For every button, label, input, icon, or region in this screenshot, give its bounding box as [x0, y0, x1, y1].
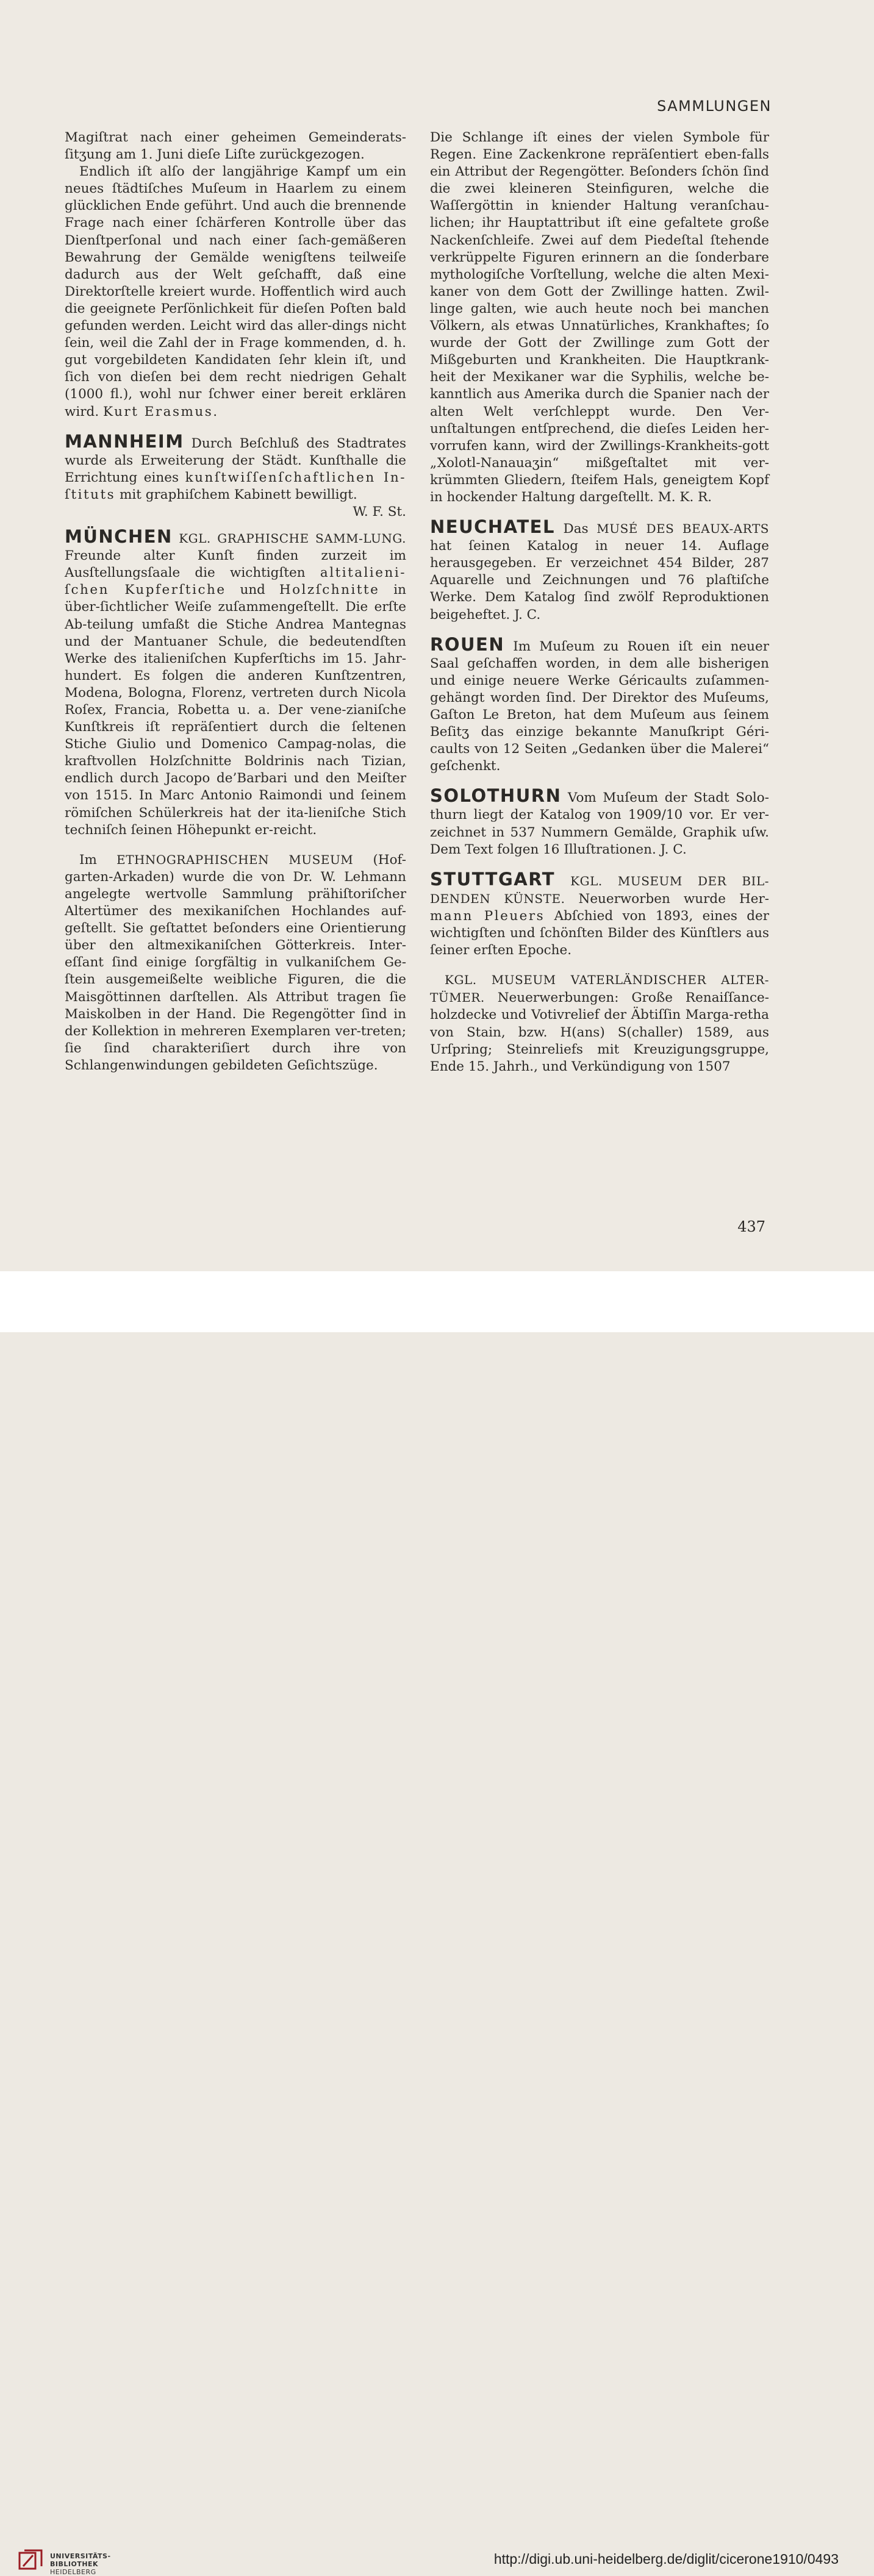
page-number: 437	[737, 1218, 765, 1235]
mannheim-signature: W. F. St.	[353, 504, 406, 519]
source-url-link[interactable]: http://digi.ub.uni-heidelberg.de/diglit/cicerone1910/0493	[493, 2551, 839, 2567]
solothurn-signature: J. C.	[660, 841, 687, 857]
scanned-page	[0, 0, 874, 1271]
city-heading-mannheim: MANNHEIM	[65, 430, 184, 452]
author-signature-mkr: M. K. R.	[657, 489, 712, 505]
section-solothurn: SOLOTHURN Vom Muſeum der Stadt Solo-thurn liegt der Katalog von 1909/10 vor. Er ver-zeichnet in 537 Nummern Gemälde, Graphik uſw. Dem Text folgen 16 Illuſtrationen. J. C.	[430, 785, 769, 857]
library-logo-text: UNIVERSITÄTS- BIBLIOTHEK HEIDELBERG	[50, 2552, 111, 2576]
section-muenchen: MÜNCHEN KGL. GRAPHISCHE SAMM-LUNG. Freunde alter Kunſt finden zurzeit im Ausſtellungsſaale die wichtigſten altitalieni-ſchen Kupferſtiche und Holzſchnitte in über-ſichtlicher Weiſe zuſammengeſtellt. Die erſte Ab-teilung umfaßt die Stiche Andrea Mantegnas und der Mantuaner Schule, die bedeutendſten Werke des italieniſchen Kupferſtichs im 15. Jahr-hundert. Es folgen die anderen Kunſtzentren, Modena, Bologna, Florenz, vertreten durch Nicola Roſex, Francia, Robetta u. a. Der vene-zianiſche Kunſtkreis iſt repräſentiert durch die ſeltenen Stiche Giulio und Domenico Campag-nolas, die kraftvollen Holzſchnitte Boldrinis nach Tizian, endlich durch Jacopo de’Barbari und den Meiſter von 1515. In Marc Antonio Raimondi und ſeinem römiſchen Schülerkreis hat der ita-lieniſche Stich techniſch ſeinen Höhepunkt er-reicht.	[65, 526, 407, 838]
left-column	[65, 129, 406, 1074]
section-ethnographisches-museum: Im ETHNOGRAPHISCHEN MUSEUM (Hof-garten-Arkaden) wurde die von Dr. W. Lehmann angelegte wertvolle Sammlung prähiſtoriſcher Altertümer des mexikaniſchen Hochlandes auf-geſtellt. Sie geſtattet beſonders eine Orientierung über den altmexikaniſchen Götterkreis. Inter-eſſant ſind einige ſorgfältig in vulkaniſchem Ge-ſtein ausgemeißelte weibliche Figuren, die die Maisgöttinnen darſtellen. Als Attribut tragen ſie Maiskolben in der Hand. Die Regengötter ſind in der Kollektion in mehreren Exemplaren ver-treten; ſie ſind charakteriſiert durch ihre von Schlangenwindungen gebildeten Geſichtszüge.	[65, 852, 406, 1073]
paragraph-haarlem-conclusion: Endlich iſt alſo der langjährige Kampf um ein neues ſtädtiſches Muſeum in Haarlem zu einem glücklichen Ende geführt. Und auch die brennende Frage nach einer ſchärferen Kontrolle über das Dienſtperſonal und nach einer ſach-gemäßeren Bewahrung der Gemälde wenigſtens teilweiſe dadurch aus der Welt geſchafft, daß eine Direktorſtelle kreiert wurde. Hoffentlich wird auch die geeignete Perſönlichkeit für dieſen Poſten bald gefunden werden. Leicht wird das aller-dings nicht ſein, weil die Zahl der in Frage kommenden, d. h. gut vorgebildeten Kandidaten ſehr klein iſt, und ſich von dieſen bei dem recht niedrigen Gehalt (1000 fl.), wohl nur ſchwer einer bereit erklären wird. Kurt Erasmus.	[65, 164, 406, 419]
right-column	[430, 129, 769, 1076]
paragraph-mexican-gods: Die Schlange iſt eines der vielen Symbole für Regen. Eine Zackenkrone repräſentiert eben-falls ein Attribut der Regengötter. Beſonders ſchön ſind die zwei kleineren Steinfiguren, welche die Waſſergöttin in kniender Haltung veranſchau-lichen; ihr Hauptattribut iſt eine gefaltete große Nackenſchleife. Zwei auf dem Piedeſtal ſtehende verkrüppelte Figuren erinnern an die ſonderbare mythologiſche Vorſtellung, welche die alten Mexi-kaner von dem Gott der Zwillinge hatten. Zwil-linge galten, wie auch heute noch bei manchen Völkern, als etwas Unnatürliches, Krankhaftes; ſo wurde der Gott der Zwillinge zum Gott der Mißgeburten und Krankheiten. Die Hauptkrank-heit der Mexikaner war die Syphilis, welche be-kanntlich aus Amerika durch die Spanier nach der alten Welt verſchleppt wurde. Den Ver-unſtaltungen entſprechend, die dieſes Leiden her-vorrufen kann, wird der Zwillings-Krankheits-gott „Xolotl-Nanauaʒin“ mißgeſtaltet mit ver-krümmten Gliedern, ſteifem Hals, geneigtem Kopf in hockender Haltung dargeſtellt. M. K. R.	[430, 130, 769, 505]
section-mannheim: MANNHEIM Durch Beſchluß des Stadtrates wurde als Erweiterung der Städt. Kunſthalle die Errichtung eines kunſtwiſſenſchaftlichen In-ſtituts mit graphiſchem Kabinett bewilligt.	[65, 430, 406, 502]
neuchatel-signature: J. C.	[514, 607, 541, 623]
author-signature: Kurt Erasmus.	[103, 404, 219, 419]
paragraph-haarlem-end: Magiſtrat nach einer geheimen Gemeinderats-ſitʒung am 1. Juni dieſe Liſte zurückgezogen.	[65, 130, 406, 163]
city-heading-neuchatel: NEUCHATEL	[430, 516, 555, 538]
running-header: SAMMLUNGEN	[657, 98, 772, 115]
city-heading-solothurn: SOLOTHURN	[430, 785, 562, 807]
section-stuttgart: STUTTGART KGL. MUSEUM DER BIL-DENDEN KÜNSTE. Neuerworben wurde Her- mann Pleuers Abſchied von 1893, eines der wichtigſten und ſchönſten Bilder des Künſtlers aus ſeiner erſten Epoche.	[430, 868, 769, 958]
city-heading-muenchen: MÜNCHEN	[65, 526, 173, 548]
section-neuchatel: NEUCHATEL Das MUSÉ DES BEAUX-ARTS hat ſeinen Katalog in neuer 14. Auflage herausgegeben. Er verzeichnet 454 Bilder, 287 Aquarelle und Zeichnungen und 76 plaſtiſche Werke. Dem Katalog ſind zwölf Reproduktionen beigeheftet. J. C.	[430, 516, 769, 623]
section-rouen: ROUEN Im Muſeum zu Rouen iſt ein neuer Saal geſchaffen worden, in dem alle bisherigen und einige neuere Werke Géricaults zuſammen-gehängt worden ſind. Der Direktor des Muſeums, Gaſton Le Breton, hat dem Muſeum aus ſeinem Beſitʒ das einzige bekannte Manuſkript Géri-caults von 12 Seiten „Gedanken über die Malerei“ geſchenkt.	[430, 633, 769, 774]
city-heading-rouen: ROUEN	[430, 633, 505, 655]
library-logo-icon	[18, 2548, 44, 2574]
city-heading-stuttgart: STUTTGART	[430, 868, 556, 890]
viewer-footer	[0, 1271, 874, 2576]
section-vaterlaendische-altertuemer: KGL. MUSEUM VATERLÄNDISCHER ALTER-TÜMER. Neuerwerbungen: Große Renaiſſance-holzdecke und Votivrelief der Äbtiſſin Marga-retha von Stain, bzw. H(ans) S(challer) 1589, aus Urſpring; Steinreliefs mit Kreuzigungsgruppe, Ende 15. Jahrh., und Verkündigung von 1507	[430, 972, 769, 1074]
